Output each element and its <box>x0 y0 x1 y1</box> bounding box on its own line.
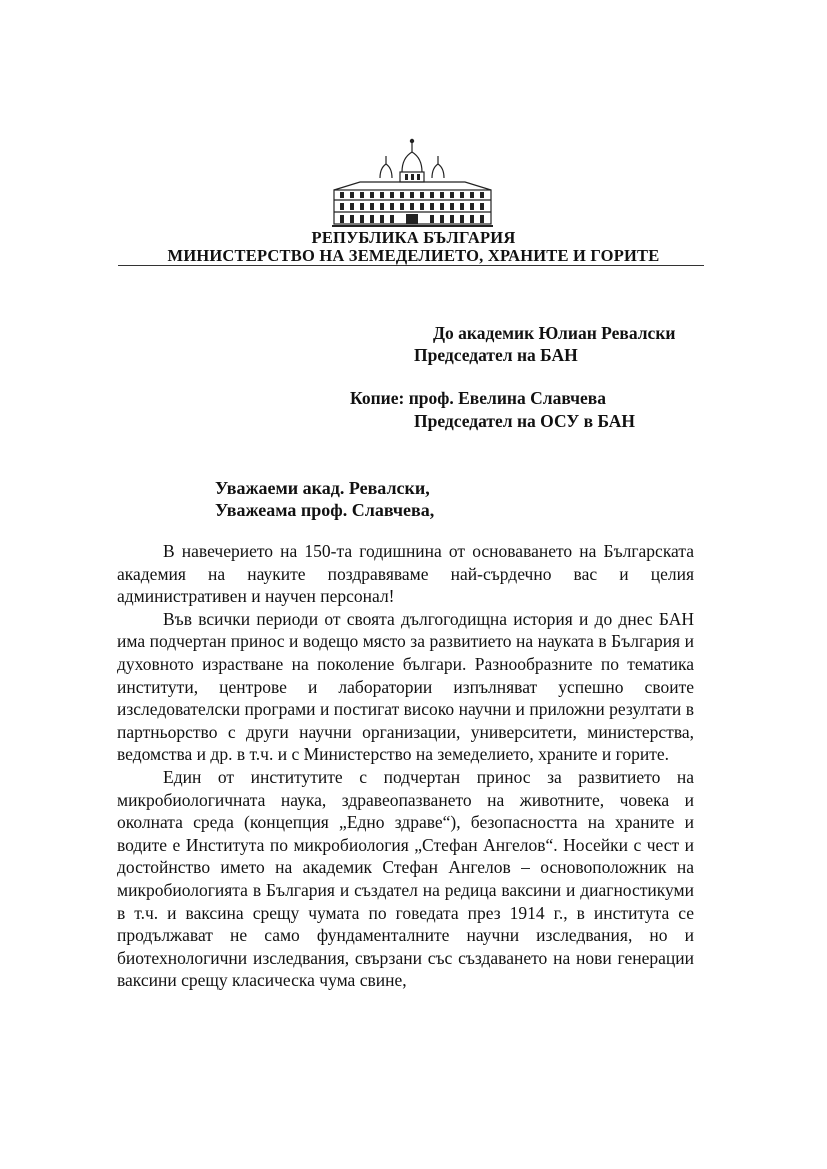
paragraph: Един от институтите с подчертан принос за развитието на микробиологичната наука, здравеопазването на животните, човека и околната среда (концепция „Едно здраве“), безопасността на храните и водите е Института по микробиология „Стефан Ангелов“. Носейки с чест и достойнство името на академик Стефан Ангелов – основоположник на микробиологията в България и създател на редица ваксини и диагностикуми в т.ч. и ваксина срещу чумата по говедата през 1914 г., в института се продължават не само фундаменталните научни изследвания, но и биотехнологични изследвания, свързани със създаването на нови генерации ваксини срещу класическа чума свине, <box>117 766 694 991</box>
header-divider <box>118 265 704 266</box>
letter-body <box>117 540 694 992</box>
copy-recipient: Копие: проф. Евелина Славчева <box>350 388 606 408</box>
paragraph: В навечерието на 150-та годишнина от основаването на Българската академия на науките поздравяваме най-сърдечно вас и целия административен и научен персонал! <box>117 541 694 607</box>
header-country: РЕПУБЛИКА БЪЛГАРИЯ <box>311 228 516 247</box>
paragraph: Във всички периоди от своята дългогодищна история и до днес БАН има подчертан принос и водещо място за развитието на науката в България и духовното израстване на поколение българи. Разнообразните по тематика институти, центрове и лаборатории изпълняват успешно своите изследователски програми и постигат високо научни и приложни резултати в партньорство с други научни организации, университети, министерства, ведомства и др. в т.ч. и с Министерство на земеделието, храните и горите. <box>117 608 694 765</box>
ministry-building-emblem-icon <box>330 138 495 230</box>
addressee-name: До академик Юлиан Ревалски <box>433 323 676 343</box>
salutation-line-1: Уважаеми акад. Ревалски, <box>215 478 430 498</box>
copy-recipient-title: Председател на ОСУ в БАН <box>414 411 636 431</box>
salutation-line-2: Уважеама проф. Славчева, <box>215 500 435 520</box>
addressee-title: Председател на БАН <box>414 345 578 365</box>
header-ministry: МИНИСТЕРСТВО НА ЗЕМЕДЕЛИЕТО, ХРАНИТЕ И ГОРИТЕ <box>167 246 660 265</box>
